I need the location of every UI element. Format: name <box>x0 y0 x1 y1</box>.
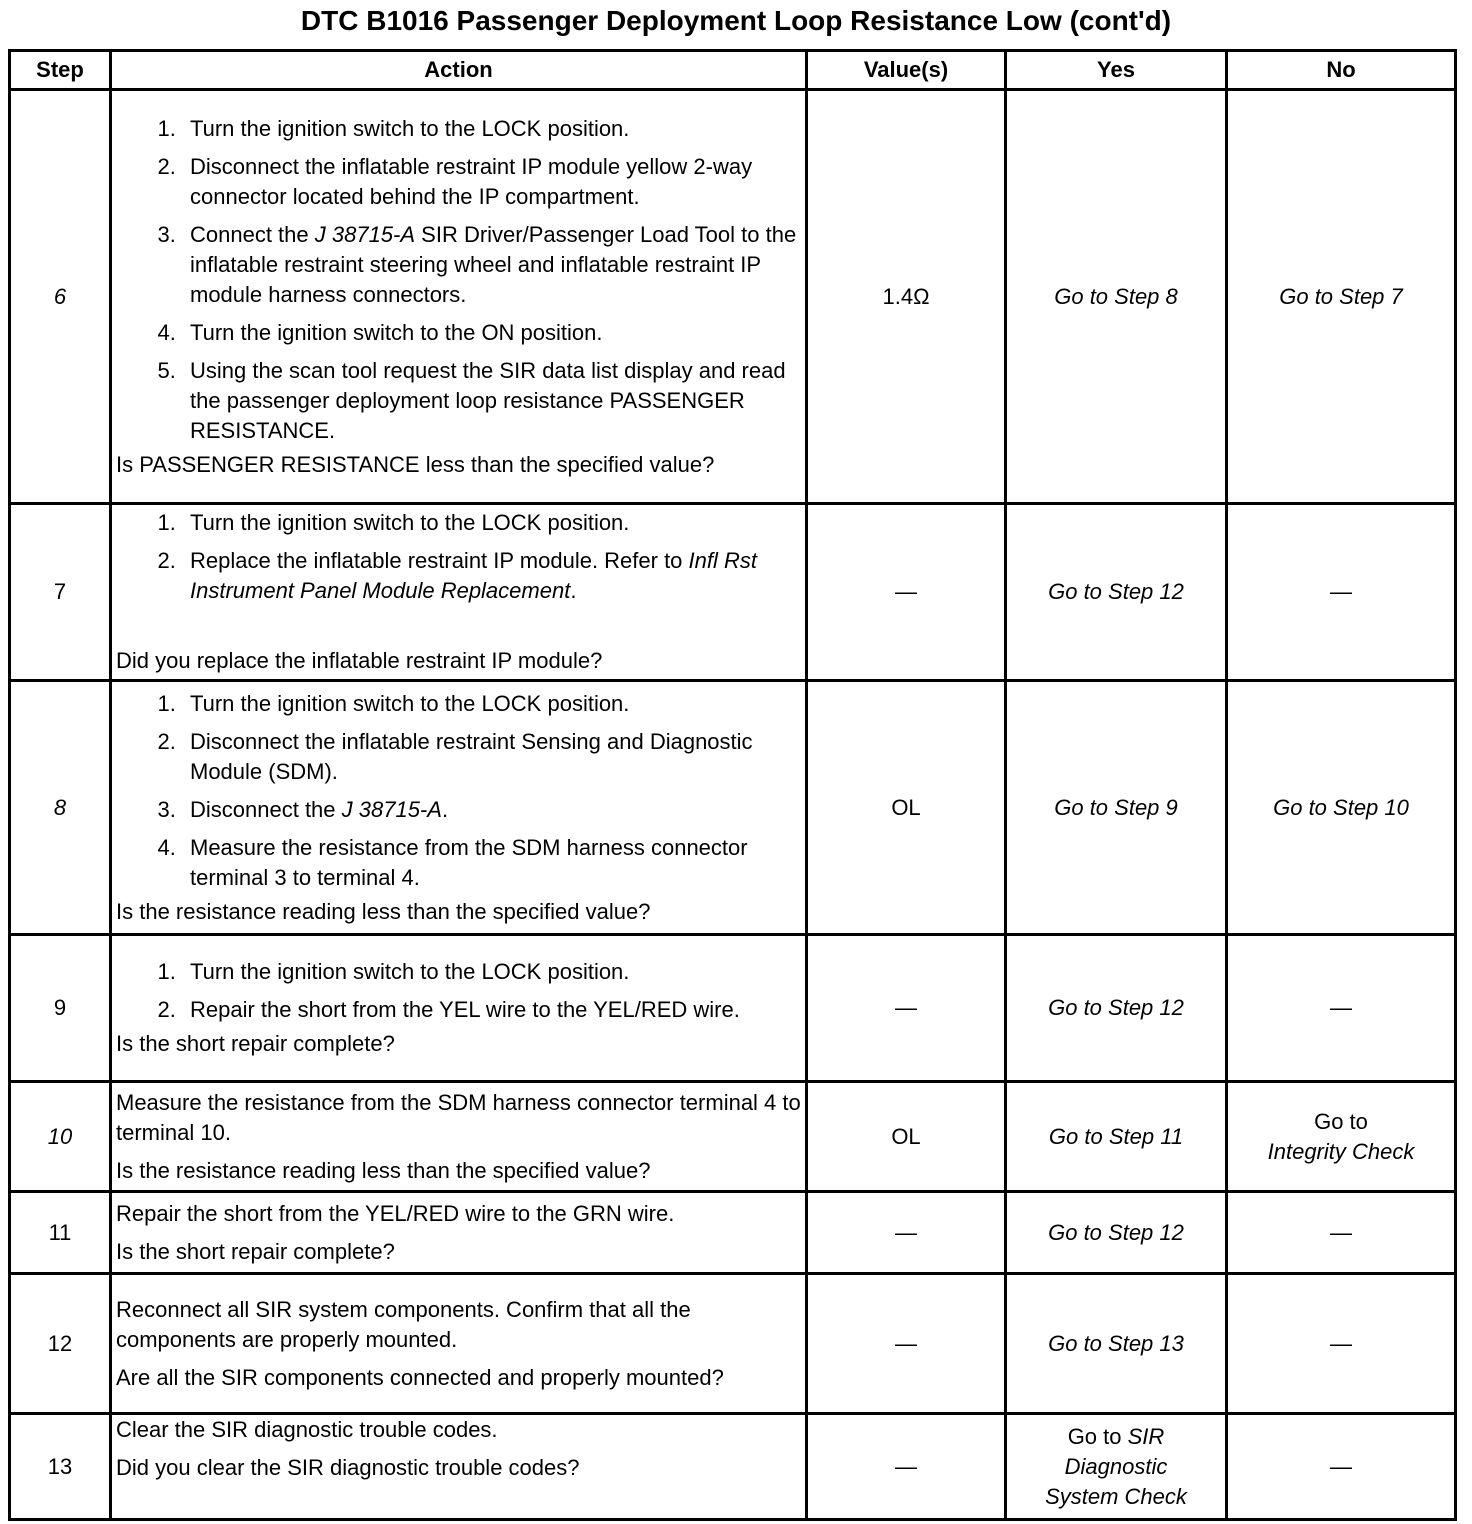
action-step: 5. Using the scan tool request the SIR data list display and read the passenger deployment loop resistance PASSENGER RESISTANCE. <box>182 356 801 446</box>
header-step: Step <box>10 51 111 90</box>
action-text: Measure the resistance from the SDM harness connector terminal 4 to terminal 10. <box>116 1089 801 1145</box>
action-cell <box>111 935 807 1082</box>
action-step: 1. Turn the ignition switch to the LOCK position. <box>182 114 801 144</box>
diagnostic-table <box>8 49 1457 1521</box>
table-row <box>10 1082 1456 1192</box>
yes-link-prefix: Go to <box>1067 1423 1122 1449</box>
value-cell: 1.4Ω <box>807 90 1006 504</box>
table-row <box>10 681 1456 935</box>
action-text: Connect the <box>190 221 315 247</box>
action-question: Did you replace the inflatable restraint IP module? <box>116 648 603 673</box>
action-question: Is the short repair complete? <box>116 1238 395 1264</box>
no-link[interactable]: Go to Step 10 <box>1227 681 1456 935</box>
table-row <box>10 504 1456 681</box>
table-row <box>10 90 1456 504</box>
action-step: 4. Measure the resistance from the SDM harness connector terminal 3 to terminal 4. <box>182 833 801 893</box>
action-question: Is the resistance reading less than the specified value? <box>116 1157 651 1183</box>
step-number: 7 <box>10 504 111 681</box>
action-step: 2. Disconnect the inflatable restraint IP module yellow 2-way connector located behind the IP compartment. <box>182 152 801 212</box>
sir-diagnostic-system-check-link[interactable]: SIR Diagnostic System Check <box>1045 1423 1187 1509</box>
header-values: Value(s) <box>807 51 1006 90</box>
tool-reference: J 38715-A <box>314 221 416 247</box>
action-text: Reconnect all SIR system components. Confirm that all the components are properly mounted. <box>116 1296 691 1352</box>
action-step: 1. Turn the ignition switch to the LOCK position. <box>182 957 801 987</box>
step-number: 10 <box>10 1082 111 1192</box>
no-cell: — <box>1227 504 1456 681</box>
action-text: Repair the short from the YEL/RED wire to the GRN wire. <box>116 1200 675 1226</box>
action-step <box>182 795 801 825</box>
value-cell: — <box>807 1274 1006 1414</box>
no-cell: — <box>1227 1274 1456 1414</box>
table-row <box>10 1274 1456 1414</box>
yes-link[interactable]: Go to Step 9 <box>1006 681 1227 935</box>
yes-link[interactable]: Go to Step 12 <box>1006 935 1227 1082</box>
no-link[interactable] <box>1227 1082 1456 1192</box>
action-cell <box>111 681 807 935</box>
value-cell: — <box>807 1414 1006 1520</box>
action-question: Is PASSENGER RESISTANCE less than the specified value? <box>116 451 715 477</box>
step-number: 9 <box>10 935 111 1082</box>
yes-link[interactable]: Go to Step 8 <box>1006 90 1227 504</box>
action-step: 2. Repair the short from the YEL wire to the YEL/RED wire. <box>182 995 801 1025</box>
table-row <box>10 1414 1456 1520</box>
yes-link[interactable]: Go to Step 13 <box>1006 1274 1227 1414</box>
action-cell <box>111 90 807 504</box>
action-steps <box>116 957 801 1025</box>
action-question: Is the short repair complete? <box>116 1031 395 1056</box>
yes-link[interactable]: Go to Step 12 <box>1006 504 1227 681</box>
action-cell <box>111 1274 807 1414</box>
value-cell: — <box>807 504 1006 681</box>
action-step: 4. Turn the ignition switch to the ON position. <box>182 318 801 348</box>
no-link-prefix: Go to <box>1314 1108 1368 1134</box>
value-cell: OL <box>807 1082 1006 1192</box>
header-action: Action <box>111 51 807 90</box>
no-cell: — <box>1227 935 1456 1082</box>
action-step: 2. Disconnect the inflatable restraint Sensing and Diagnostic Module (SDM). <box>182 727 801 787</box>
action-question: Are all the SIR components connected and properly mounted? <box>116 1364 724 1390</box>
action-question: Did you clear the SIR diagnostic trouble codes? <box>116 1455 580 1480</box>
step-number: 6 <box>10 90 111 504</box>
action-step <box>182 546 801 606</box>
action-text: Replace the inflatable restraint IP module. Refer to <box>190 548 689 573</box>
action-cell <box>111 1414 807 1520</box>
action-steps <box>116 689 801 893</box>
action-text: . <box>570 578 577 603</box>
action-text: . <box>441 796 449 822</box>
no-cell: — <box>1227 1414 1456 1520</box>
no-cell: — <box>1227 1192 1456 1274</box>
yes-link[interactable] <box>1006 1414 1227 1520</box>
step-number: 12 <box>10 1274 111 1414</box>
step-number: 8 <box>10 681 111 935</box>
procedure-reference[interactable]: Infl Rst Instrument Panel Module Replacement <box>190 548 758 603</box>
header-no: No <box>1227 51 1456 90</box>
yes-link[interactable]: Go to Step 11 <box>1006 1082 1227 1192</box>
action-step <box>182 220 801 310</box>
action-text: Disconnect the <box>190 796 342 822</box>
value-cell: OL <box>807 681 1006 935</box>
action-steps <box>116 114 801 446</box>
table-row <box>10 935 1456 1082</box>
action-cell <box>111 504 807 681</box>
action-steps <box>116 508 801 606</box>
page-title: DTC B1016 Passenger Deployment Loop Resistance Low (cont'd) <box>300 5 1172 36</box>
header-yes: Yes <box>1006 51 1227 90</box>
action-cell <box>111 1082 807 1192</box>
action-question: Is the resistance reading less than the specified value? <box>116 898 651 924</box>
header-row <box>10 51 1456 90</box>
table-row <box>10 1192 1456 1274</box>
no-link[interactable]: Go to Step 7 <box>1227 90 1456 504</box>
value-cell: — <box>807 1192 1006 1274</box>
tool-reference: J 38715-A <box>341 796 442 822</box>
step-number: 13 <box>10 1414 111 1520</box>
action-step: 1. Turn the ignition switch to the LOCK position. <box>182 689 801 719</box>
action-cell <box>111 1192 807 1274</box>
action-text: Clear the SIR diagnostic trouble codes. <box>116 1417 498 1442</box>
action-text: SIR Driver/Passenger Load Tool to the inflatable restraint steering wheel and inflatable restraint IP module harness connectors. <box>190 221 797 307</box>
step-number: 11 <box>10 1192 111 1274</box>
spacer <box>116 614 801 644</box>
value-cell: — <box>807 935 1006 1082</box>
integrity-check-link[interactable]: Integrity Check <box>1267 1138 1415 1164</box>
yes-link[interactable]: Go to Step 12 <box>1006 1192 1227 1274</box>
action-step: 1. Turn the ignition switch to the LOCK position. <box>182 508 801 538</box>
